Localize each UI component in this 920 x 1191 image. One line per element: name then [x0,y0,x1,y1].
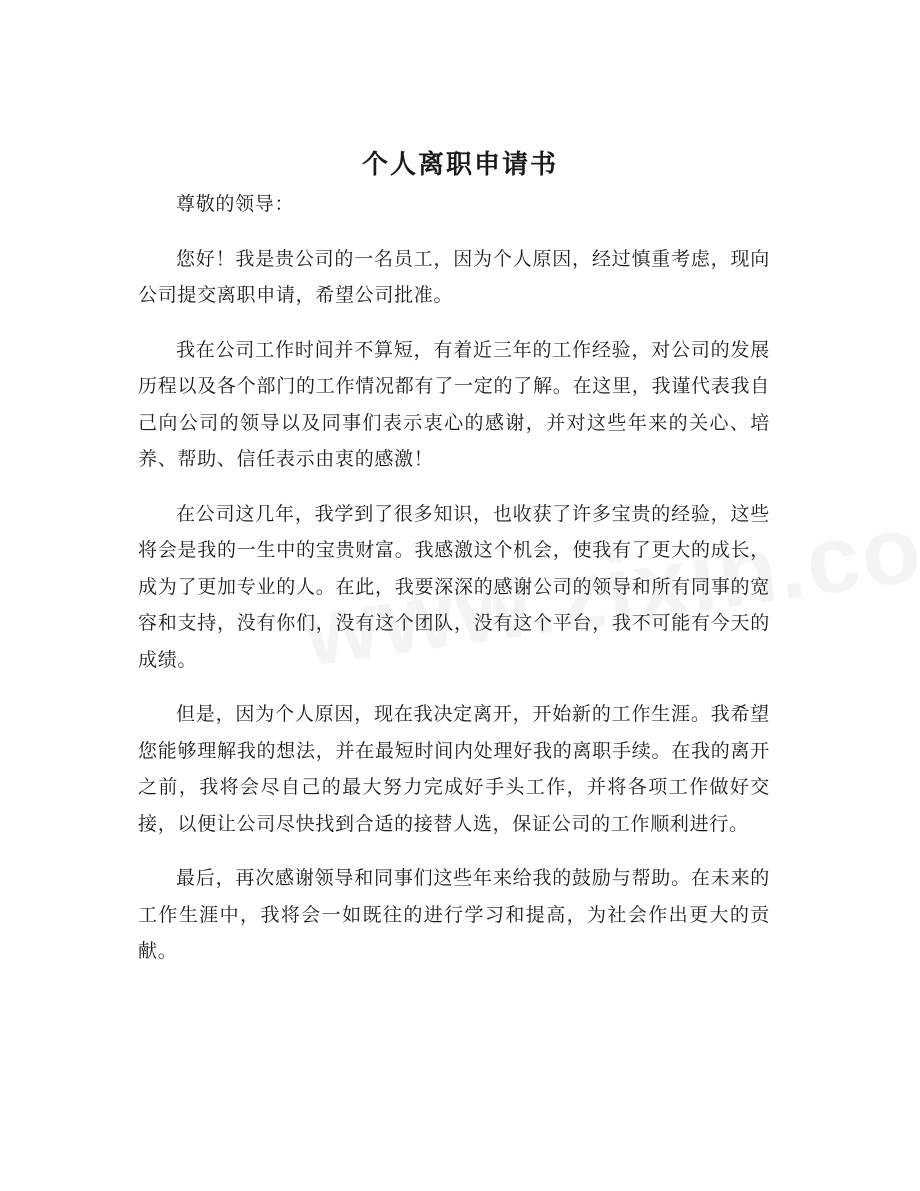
greeting: 尊敬的领导： [176,193,295,215]
paragraph-2: 我在公司工作时间并不算短，有着近三年的工作经验，对公司的发展历程以及各个部门的工作情况都有了一定的了解。在这里，我谨代表我自己向公司的领导以及同事们表示衷心的感谢，并对这些年来的关心、培养、帮助、信任表示由衷的感激！ [138,338,770,470]
document-title: 个人离职申请书 [361,150,558,180]
paragraph-5: 最后，再次感谢领导和同事们这些年来给我的鼓励与帮助。在未来的工作生涯中，我将会一如既往的进行学习和提高，为社会作出更大的贡献。 [138,867,770,962]
document-body [138,186,770,988]
paragraph-4: 但是，因为个人原因，现在我决定离开，开始新的工作生涯。我希望您能够理解我的想法，并在最短时间内处理好我的离职手续。在我的离开之前，我将会尽自己的最大努力完成好手头工作，并将各项工作做好交接，以便让公司尽快找到合适的接替人选，保证公司的工作顺利进行。 [138,703,770,835]
paragraph-1: 您好！我是贵公司的一名员工，因为个人原因，经过慎重考虑，现向公司提交离职申请，希望公司批准。 [138,247,770,306]
paragraph-3: 在公司这几年，我学到了很多知识，也收获了许多宝贵的经验，这些将会是我的一生中的宝贵财富。我感激这个机会，使我有了更大的成长，成为了更加专业的人。在此，我要深深的感谢公司的领导和所有同事的宽容和支持，没有你们，没有这个团队，没有这个平台，我不可能有今天的成绩。 [138,502,770,671]
